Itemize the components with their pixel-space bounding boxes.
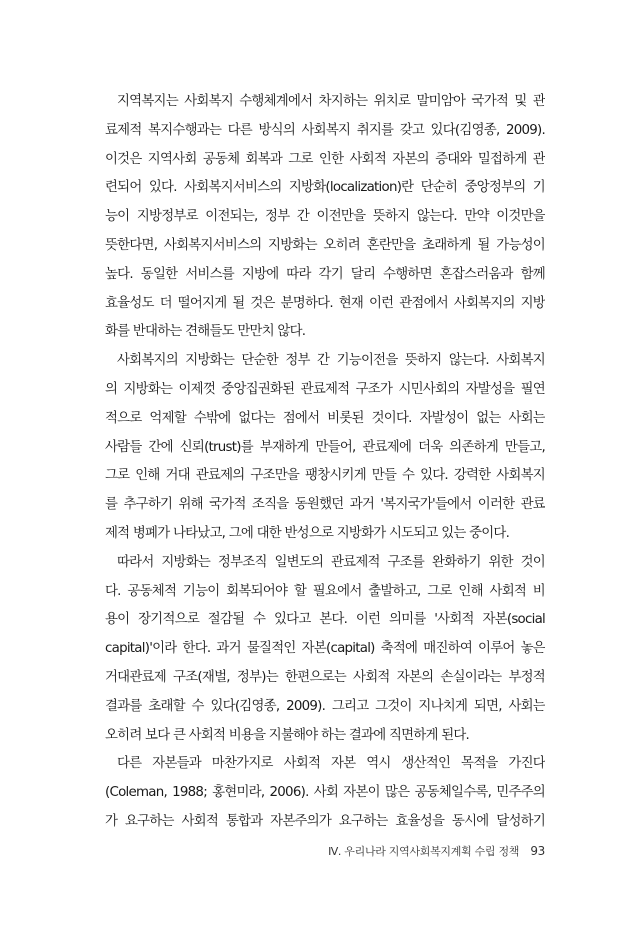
- body-line: 능이 지방정부로 이전되는, 정부 간 이전만을 뜻하지 않는다. 만약 이것만을: [105, 209, 545, 225]
- body-line: 가 요구하는 사회적 통합과 자본주의가 요구하는 효율성을 동시에 달성하기: [105, 813, 545, 829]
- body-line: 그로 인해 거대 관료제의 구조만을 팽창시키게 만들 수 있다. 강력한 사회복지: [105, 468, 545, 484]
- body-line: (Coleman, 1988; 홍현미라, 2006). 사회 자본이 많은 공동체일수록, 민주주의: [105, 785, 545, 801]
- body-line: 효율성도 더 떨어지게 될 것은 분명하다. 현재 이런 관점에서 사회복지의 지방: [105, 295, 545, 311]
- body-line: 지역복지는 사회복지 수행체계에서 차지하는 위치로 말미암아 국가적 및 관: [117, 94, 545, 109]
- body-line: capital)'이라 한다. 과거 물질적인 자본(capital) 축적에 매진하여 이루어 놓은: [105, 641, 545, 657]
- body-line: 거대관료제 구조(재벌, 정부)는 한편으로는 사회적 자본의 손실이라는 부정적: [105, 669, 545, 685]
- page-number: 93: [530, 844, 545, 858]
- body-line: 사람들 간에 신뢰(trust)를 부재하게 만들어, 관료제에 더욱 의존하게 만들고,: [105, 439, 545, 455]
- page-footer: [105, 843, 545, 859]
- body-line: 적으로 억제할 수밖에 없다는 점에서 비롯된 것이다. 자발성이 없는 사회는: [105, 410, 545, 426]
- body-line: 다. 공동체적 기능이 회복되어야 할 필요에서 출발하고, 그로 인해 사회적 비: [105, 583, 545, 599]
- body-line: 련되어 있다. 사회복지서비스의 지방화(localization)란 단순히 중앙정부의 기: [105, 180, 545, 196]
- body-line: 이것은 지역사회 공동체 회복과 그로 인한 사회적 자본의 증대와 밀접하게 관: [105, 151, 545, 167]
- body-line: 화를 반대하는 견해들도 만만치 않다.: [105, 324, 306, 340]
- body-line: 제적 병폐가 나타났고, 그에 대한 반성으로 지방화가 시도되고 있는 중이다.: [105, 525, 510, 541]
- running-title: Ⅳ. 우리나라 지역사회복지계획 수립 정책: [328, 845, 520, 858]
- body-line: 따라서 지방화는 정부조직 일변도의 관료제적 구조를 완화하기 위한 것이: [117, 554, 545, 570]
- body-line: 의 지방화는 이제껏 중앙집권화된 관료제적 구조가 시민사회의 자발성을 필연: [105, 381, 545, 397]
- body-line: 뜻한다면, 사회복지서비스의 지방화는 오히려 혼란만을 초래하게 될 가능성이: [105, 237, 545, 253]
- body-line: 를 추구하기 위해 국가적 조직을 동원했던 과거 '복지국가'들에서 이러한 관료: [105, 497, 545, 513]
- body-line: 높다. 동일한 서비스를 지방에 따라 각기 달리 수행하면 혼잡스러움과 함께: [105, 266, 545, 282]
- body-line: 결과를 초래할 수 있다(김영종, 2009). 그리고 그것이 지나치게 되면, 사회는: [105, 698, 545, 714]
- body-line: 료제적 복지수행과는 다른 방식의 사회복지 취지를 갖고 있다(김영종, 2009).: [105, 122, 545, 138]
- body-line: 다른 자본들과 마찬가지로 사회적 자본 역시 생산적인 목적을 가진다: [117, 756, 545, 772]
- body-line: 오히려 보다 큰 사회적 비용을 지불해야 하는 결과에 직면하게 된다.: [105, 727, 470, 743]
- body-line: 사회복지의 지방화는 단순한 정부 간 기능이전을 뜻하지 않는다. 사회복지: [117, 353, 545, 369]
- body-text: [105, 88, 545, 837]
- body-line: 용이 장기적으로 절감될 수 있다고 본다. 이런 의미를 '사회적 자본(social: [105, 612, 545, 628]
